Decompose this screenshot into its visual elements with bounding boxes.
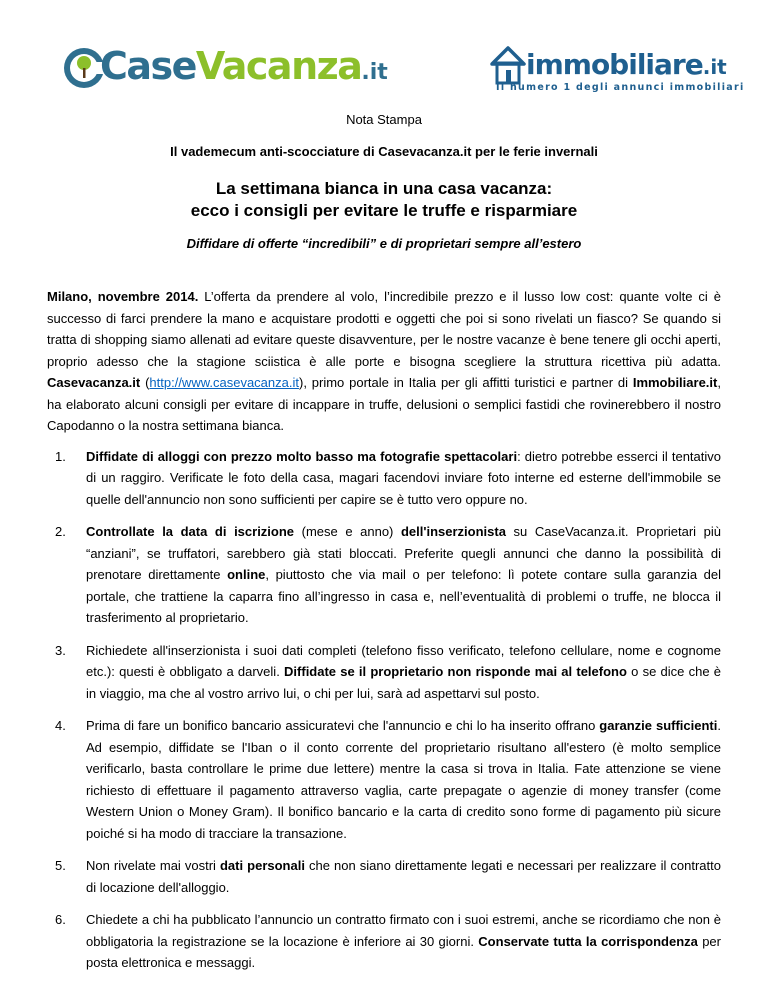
item-text: (mese e anno): [294, 524, 401, 539]
house-icon: [488, 44, 528, 86]
intro-text-2: (: [140, 375, 150, 390]
dateline: Milano, novembre 2014.: [47, 289, 199, 304]
item-text: per posta elettronica e messaggi.: [86, 933, 721, 970]
intro-text-4: , ha elaborato alcuni consigli per evitare di incappare in truffe, delusioni o semplici fastidi che rovinerebbero il nostro Capodanno o la nostra settimana bianca.: [47, 375, 721, 433]
release-title: [0, 178, 768, 222]
logo-tld: .it: [361, 60, 388, 85]
release-body: [47, 286, 721, 985]
list-number: 5.: [55, 858, 66, 873]
item-text: : dietro potrebbe esserci il tentativo di un raggiro. Verificate le foto della casa, magari facendovi inviare foto interne ed esterne dell'immobile se quelle dell'annuncio non sono sufficienti per capire se è tutto vero oppure no.: [86, 448, 722, 507]
casevacanza-link[interactable]: http://www.casevacanza.it: [149, 375, 299, 390]
immobiliare-wordmark: [526, 48, 727, 84]
item-text: Non rivelate mai vostri: [86, 858, 220, 873]
intro-paragraph: [47, 286, 721, 437]
immobiliare-tagline: Il numero 1 degli annunci immobiliari: [496, 82, 745, 93]
item-text: o se dice che è in viaggio, ma che al vostro arrivo lui, o chi per lui, sarà ad aspettarvi sul posto.: [86, 664, 722, 701]
release-tagline: Diffidare di offerte “incredibili” e di proprietari sempre all’estero: [186, 236, 582, 251]
casevacanza-logo: [62, 40, 388, 92]
item-text: . Ad esempio, diffidate se l'Iban o il conto corrente del proprietario risultano all'estero (è molto semplice verificarlo, basta controllare le prime due lettere) mentre la casa si trova in Italia. Fate attenzione se viene richiesto di effettuare il pagamento attraverso vaglia, carte prepagate o agenzie di money transfer (come Western Union o Money Gram). Il bonifico bancario e la carta di credito sono forme di pagamento più sicure poiché si ha modo di tracciare la transazione.: [86, 718, 722, 841]
title-line-2: ecco i consigli per evitare le truffe e risparmiare: [190, 201, 578, 220]
item-text: Richiedete all'inserzionista i suoi dati completi (telefono fisso verificato, telefono cellulare, nome e cognome etc.): questi è obbligato a darveli.: [86, 642, 721, 679]
item-bold: dell'inserzionista: [400, 524, 506, 539]
intro-text-1: L’offerta da prendere al volo, l’incredibile prezzo e il lusso low cost: quante volte ci è successo di farci prendere la mano e acquistare prodotti e oggetti che poi si sono rivelati un fiasco? Se quando si tratta di shopping siamo allenati ad evitare queste disavventure, per le nostre vacanze è bene tenere gli occhi aperti, proprio adesso che la stagione sciistica è alle porte e bisogna scegliere la struttura ricettiva più adatta.: [47, 289, 721, 369]
title-line-1: La settimana bianca in una casa vacanza:: [215, 179, 553, 198]
intro-text-3: ), primo portale in Italia per gli affitti turistici e partner di: [298, 375, 633, 390]
list-number: 2.: [55, 524, 66, 539]
item-text: , piuttosto che via mail o per telefono: lì potete contare sulla garanzia del portale, che trattiene la caparra fino all’ingresso in casa e, nell’eventualità di problemi o truffe, ne blocca il trasferimento al proprietario.: [86, 567, 721, 625]
nota-stampa-label: Nota Stampa: [346, 112, 422, 127]
immobiliare-tld: .it: [702, 55, 727, 79]
list-number: 1.: [55, 448, 66, 464]
list-item: [47, 446, 721, 511]
immobiliare-name: immobiliare: [526, 48, 703, 81]
item-text: su CaseVacanza.it. Proprietari più “anziani”, se truffatori, sarebbero già stati bloccati. Preferite quegli annunci che danno la possibilità di prenotare direttamente: [86, 524, 721, 582]
logo-part-case: Case: [100, 44, 196, 88]
list-item: [47, 909, 721, 974]
item-text: che non siano direttamente legati e necessari per realizzare il contratto di locazione dell'alloggio.: [86, 858, 721, 895]
item-bold: dati personali: [219, 858, 305, 873]
immobiliare-logo: [488, 44, 745, 100]
list-number: 6.: [55, 912, 66, 927]
list-item: [47, 521, 721, 629]
item-bold: Controllate la data di iscrizione: [86, 524, 295, 539]
item-bold: Diffidate di alloggi con prezzo molto basso ma fotografie spettacolari: [86, 448, 518, 464]
list-number: 4.: [55, 718, 66, 733]
brand-casevacanza: Casevacanza.it: [47, 375, 141, 390]
advice-list: [47, 446, 721, 974]
item-bold: online: [227, 567, 266, 582]
item-bold: Conservate tutta la corrispondenza: [478, 933, 698, 949]
list-item: [47, 855, 721, 898]
list-item: [47, 640, 721, 705]
brand-immobiliare: Immobiliare.it: [632, 375, 718, 390]
item-bold: garanzie sufficienti: [599, 718, 718, 733]
release-subtitle: Il vademecum anti-scocciature di Casevacanza.it per le ferie invernali: [170, 144, 598, 159]
list-number: 3.: [55, 642, 66, 658]
logo-part-vacanza: Vacanza: [195, 44, 362, 88]
casevacanza-wordmark: [100, 42, 388, 97]
item-text: Prima di fare un bonifico bancario assicuratevi che l'annuncio e chi lo ha inserito offrano: [86, 718, 600, 733]
item-text: Chiedete a chi ha pubblicato l’annuncio un contratto firmato con i suoi estremi, anche se ricordiamo che non è obbligatoria la registrazione se la locazione è inferiore ai 30 giorni.: [86, 912, 721, 949]
list-item: [47, 715, 721, 844]
item-bold: Diffidate se il proprietario non risponde mai al telefono: [284, 664, 627, 679]
